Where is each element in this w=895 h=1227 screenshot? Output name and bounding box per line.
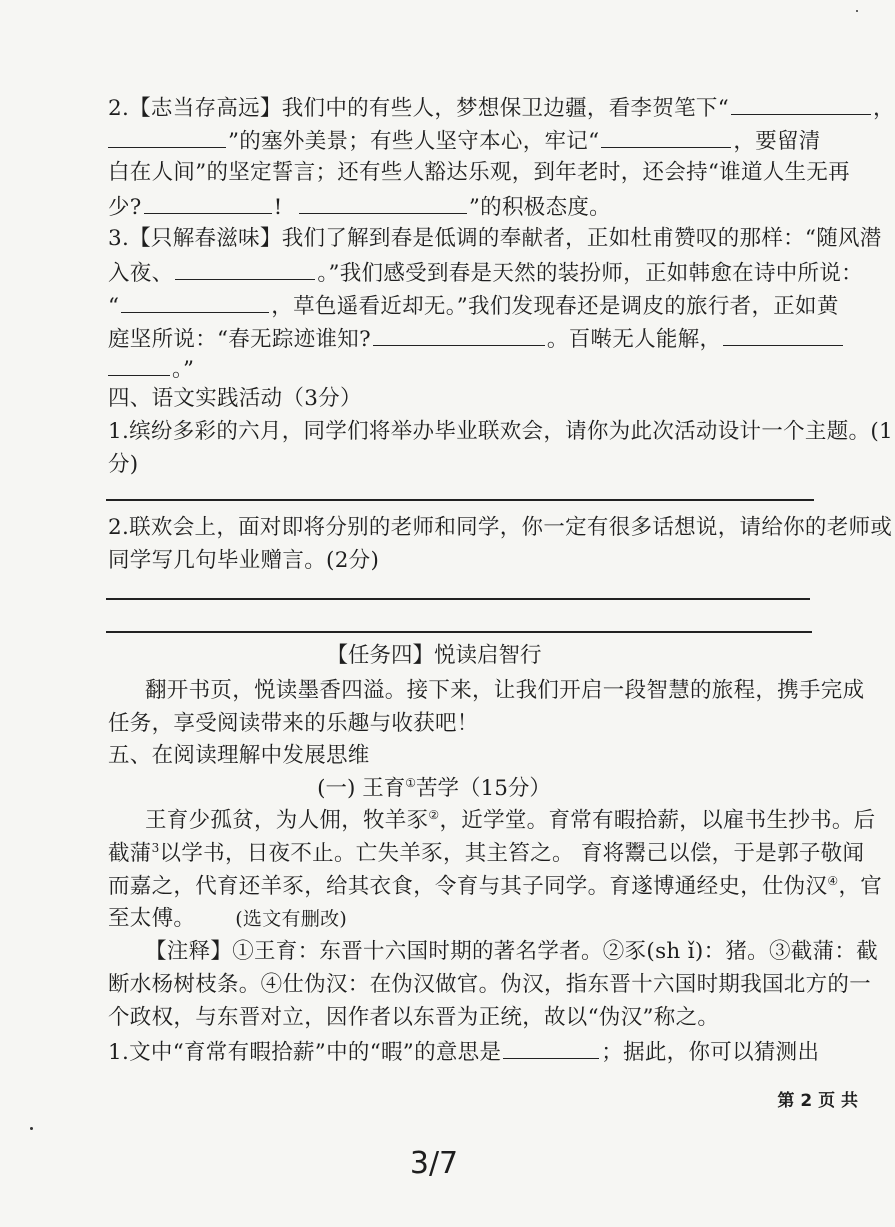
notes-line3: 个政权，与东晋对立，因作者以东晋为正统，故以“伪汉”称之。 — [108, 1005, 720, 1030]
scan-speck — [856, 10, 858, 12]
answer-blank[interactable] — [121, 290, 269, 313]
answer-blank[interactable] — [299, 191, 467, 214]
passage-line4: 至太傅。 (选文有删改) — [108, 906, 348, 931]
reading-q1: 1.文中“育常有暇拾薪”中的“暇”的意思是 ；据此，你可以猜测出 — [108, 1036, 819, 1068]
answer-line[interactable] — [106, 598, 810, 600]
s4-q2-line2: 同学写几句毕业赠言。(2分) — [108, 548, 380, 573]
passage-line3: 而嘉之，代育还羊豕，给其衣食，令育与其子同学。育遂博通经史，仕伪汉④，官 — [108, 873, 883, 899]
answer-blank[interactable] — [723, 323, 843, 346]
task4-intro-line1: 翻开书页，悦读墨香四溢。接下来，让我们开启一段智慧的旅程，携手完成 — [145, 678, 865, 703]
scan-speck — [30, 1127, 33, 1130]
notes-line2: 断水杨树枝条。④仕伪汉：在伪汉做官。伪汉，指东晋十六国时期我国北方的一 — [108, 972, 872, 997]
q2-line4: 少? ! ”的积极态度。 — [108, 191, 611, 223]
q2-line2: ”的塞外美景；有些人坚守本心，牢记“ ，要留清 — [108, 125, 821, 157]
answer-blank[interactable] — [175, 257, 315, 280]
notes-line1: 【注释】①王育：东晋十六国时期的著名学者。②豕(sh ǐ)：猪。③截蒲：截 — [145, 939, 878, 964]
q3-line2: 入夜、 。”我们感受到春是天然的装扮师，正如韩愈在诗中所说： — [108, 257, 863, 289]
answer-blank[interactable] — [601, 125, 731, 148]
q2-line3: 白在人间”的坚定誓言；还有些人豁达乐观，到年老时，还会持“谁道人生无再 — [108, 160, 850, 185]
answer-blank[interactable] — [108, 125, 226, 148]
s4-q1-line1: 1.缤纷多彩的六月，同学们将举办毕业联欢会，请你为此次活动设计一个主题。(1 — [108, 419, 893, 444]
q3-line3: “ ，草色遥看近却无。”我们发现春还是调皮的旅行者，正如黄 — [108, 290, 839, 322]
task4-intro-line2: 任务，享受阅读带来的乐趣与收获吧！ — [108, 711, 479, 736]
answer-line[interactable] — [106, 499, 814, 501]
page-footer: 第 2 页 共 — [777, 1091, 858, 1111]
q3-line4: 庭坚所说：“春无踪迹谁知? 。百啭无人能解， — [108, 323, 845, 355]
passage-title: (一) 王育①苦学（15分） — [317, 775, 551, 801]
section5-heading: 五、在阅读理解中发展思维 — [108, 743, 370, 768]
passage-line1: 王育少孤贫，为人佣，牧羊豕②，近学堂。育常有暇拾薪，以雇书生抄书。后 — [145, 807, 876, 833]
task4-title: 【任务四】悦读启智行 — [326, 643, 542, 668]
q3-line1: 3.【只解春滋味】我们了解到春是低调的奉献者，正如杜甫赞叹的那样：“随风潜 — [108, 226, 882, 251]
answer-blank[interactable] — [144, 191, 272, 214]
section4-heading: 四、语文实践活动（3分） — [108, 386, 362, 411]
answer-blank[interactable] — [731, 92, 871, 115]
q3-line5: 。” — [108, 353, 194, 385]
answer-blank[interactable] — [503, 1036, 599, 1059]
answer-line[interactable] — [106, 631, 812, 633]
page-number: 3/7 — [409, 1146, 459, 1181]
q2-line1: 2.【志当存高远】我们中的有些人，梦想保卫边疆，看李贺笔下“ ， — [108, 92, 895, 124]
passage-line2: 截蒲$^3$以学书，日夜不止。亡失羊豕，其主笞之。 育将鬻己以偿，于是郭子敬闻 — [108, 840, 865, 866]
answer-blank[interactable] — [108, 353, 170, 376]
s4-q2-line1: 2.联欢会上，面对即将分别的老师和同学，你一定有很多话想说，请给你的老师或 — [108, 515, 893, 540]
answer-blank[interactable] — [373, 323, 545, 346]
s4-q1-line2: 分) — [108, 452, 139, 477]
